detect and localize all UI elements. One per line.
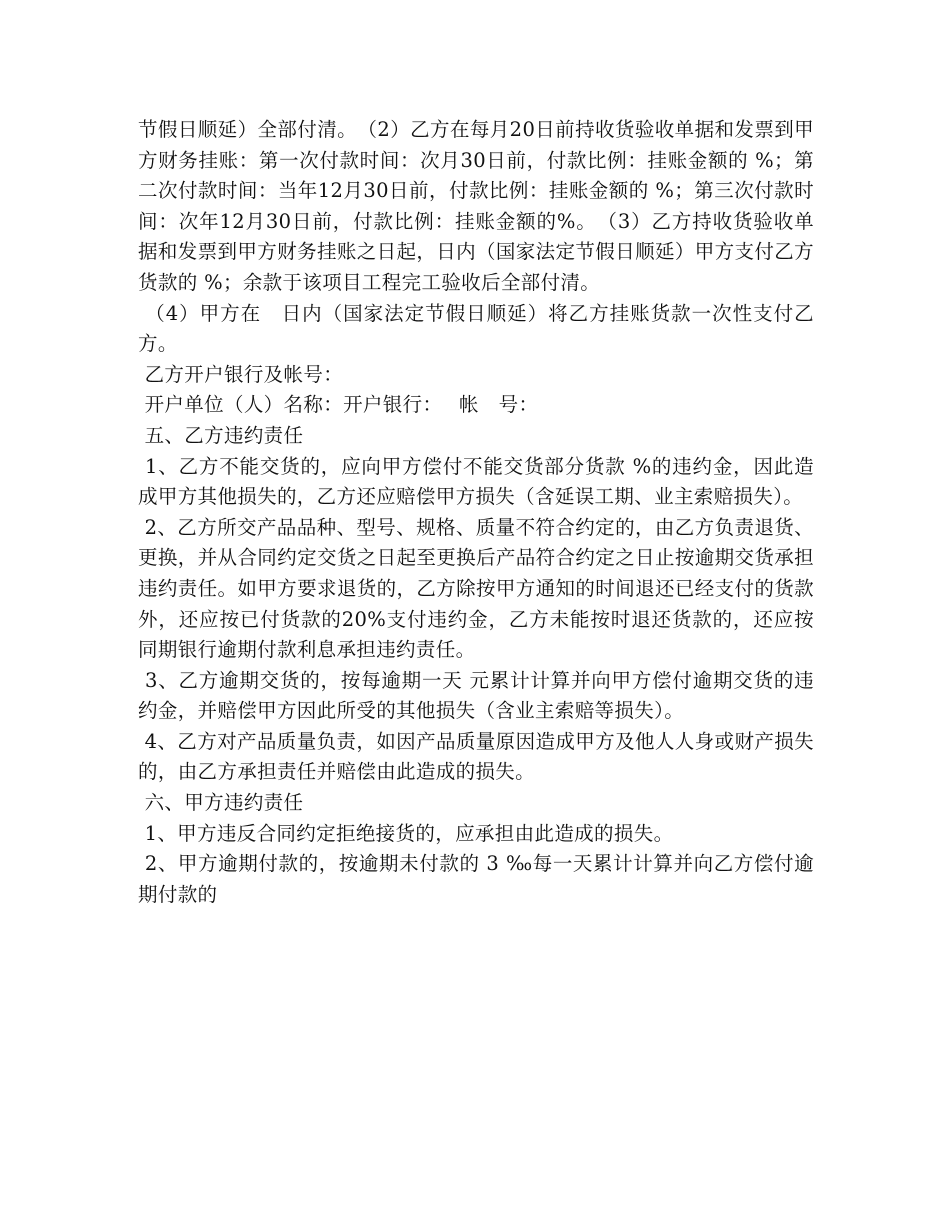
document-body <box>138 115 814 910</box>
paragraph-payment-terms: 节假日顺延）全部付清。 （2）乙方在每月20日前持收货验收单据和发票到甲方财务挂账：第一次付款时间：次月30日前，付款比例：挂账金额的 %；第二次付款时间：当年12月30日前，付款比例：挂账金额的 %；第三次付款时间：次年12月30日前，付款比例：挂账金额的%。 （3）乙方持收货验收单据和发票到甲方财务挂账之日起，日内（国家法定节假日顺延）甲方支付乙方货款的 %；余款于该项目工程完工验收后全部付清。 <box>138 118 814 294</box>
paragraph-seller-liability-2: 2、乙方所交产品品种、型号、规格、质量不符合约定的，由乙方负责退货、更换，并从合同约定交货之日起至更换后产品符合约定之日止按逾期交货承担违约责任。如甲方要求退货的，乙方除按甲方通知的时间退还已经支付的货款外，还应按已付货款的20%支付违约金，乙方未能按时退还货款的，还应按同期银行逾期付款利息承担违约责任。 <box>138 515 814 662</box>
paragraph-seller-liability-1: 1、乙方不能交货的，应向甲方偿付不能交货部分货款 %的违约金，因此造成甲方其他损失的，乙方还应赔偿甲方损失（含延误工期、业主索赔损失）。 <box>138 454 814 509</box>
paragraph-buyer-liability-1: 1、甲方违反合同约定拒绝接货的，应承担由此造成的损失。 <box>138 821 674 845</box>
paragraph-account-details: 开户单位（人）名称：开户银行： 帐 号： <box>138 393 539 417</box>
paragraph-bank-account-heading: 乙方开户银行及帐号： <box>138 362 344 386</box>
section-heading-buyer-liability: 六、甲方违约责任 <box>138 791 304 815</box>
paragraph-seller-liability-3: 3、乙方逾期交货的，按每逾期一天 元累计计算并向甲方偿付逾期交货的违约金，并赔偿甲方因此所受的其他损失（含业主索赔等损失）。 <box>138 668 814 723</box>
paragraph-seller-liability-4: 4、乙方对产品质量负责，如因产品质量原因造成甲方及他人人身或财产损失的，由乙方承担责任并赔偿由此造成的损失。 <box>138 729 814 784</box>
paragraph-buyer-liability-2: 2、甲方逾期付款的，按逾期未付款的 3 ‰每一天累计计算并向乙方偿付逾期付款的 <box>138 852 814 906</box>
section-heading-seller-liability: 五、乙方违约责任 <box>138 423 304 447</box>
paragraph-lump-sum-payment: （4）甲方在 日内（国家法定节假日顺延）将乙方挂账货款一次性支付乙方。 <box>138 301 814 356</box>
